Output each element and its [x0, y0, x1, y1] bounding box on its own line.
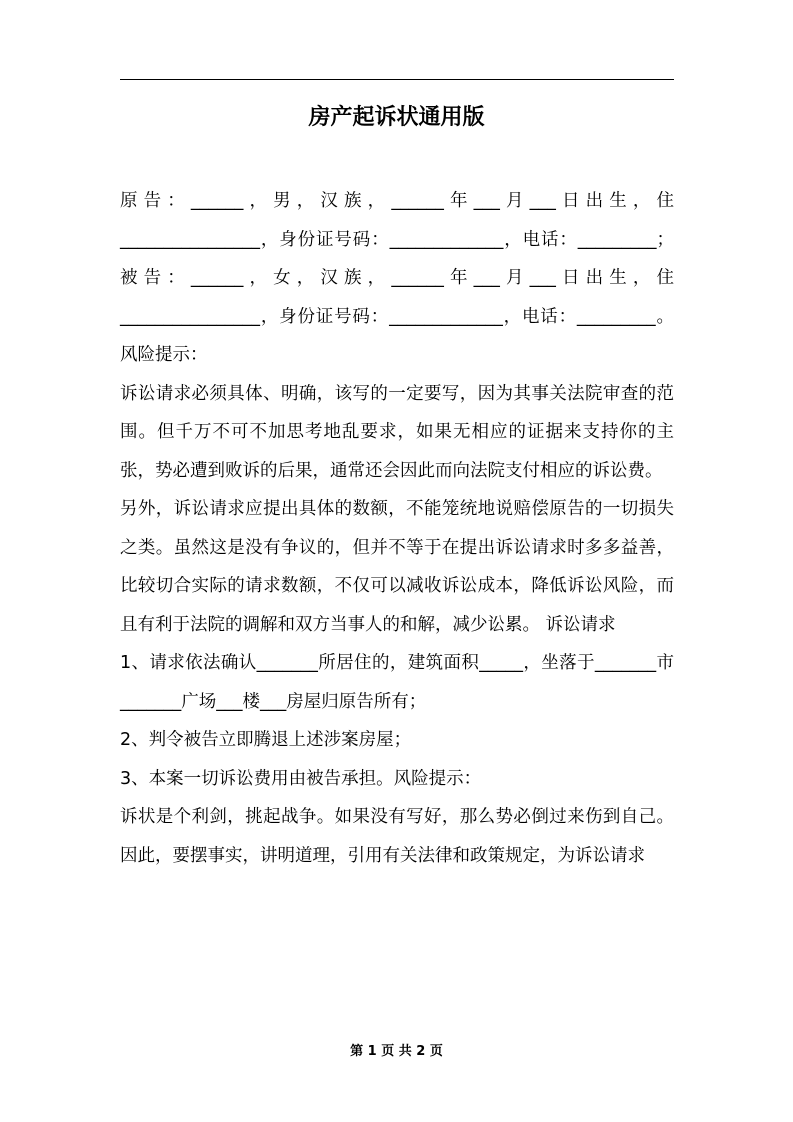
- claim-item-3: 3、本案一切诉讼费用由被告承担。风险提示：: [120, 768, 482, 789]
- paragraph-parties: 原告：______，男，汉族，______年___月___日出生，住________________，身份证号码：_____________，电话：_________；被告：______，女，汉族，______年___月___日出生，住________________，身份证号码：_____________，电话：_________。风险提示：: [120, 191, 674, 365]
- header-rule: [120, 79, 674, 80]
- paragraph-claim-amount: 另外，诉讼请求应提出具体的数额，不能笼统地说赔偿原告的一切损失之类。虽然这是没有争议的，但并不等于在提出诉讼请求时多多益善，比较切合实际的请求数额，不仅可以减收诉讼成本，降低诉讼风险，而且有利于法院的调解和双方当事人的和解，减少讼累。 诉讼请求: [120, 499, 674, 635]
- page-number: 第 1 页 共 2 页: [350, 1044, 443, 1059]
- paragraph-claim-scope: 诉讼请求必须具体、明确，该写的一定要写，因为其事关法院审查的范围。但千万不可不加思考地乱要求，如果无相应的证据来支持你的主张，势必遭到败诉的后果，通常还会因此而向法院支付相应的诉讼费。: [120, 383, 674, 481]
- claim-item-2: 2、判令被告立即腾退上述涉案房屋；: [120, 730, 412, 750]
- document-title: 房产起诉状通用版: [308, 105, 485, 130]
- document-body: [120, 182, 674, 875]
- paragraph-complaint-advice: 诉状是个利剑，挑起战争。如果没有写好，那么势必倒过来伤到自己。因此，要摆事实，讲明道理，引用有关法律和政策规定，为诉讼请求: [120, 807, 674, 866]
- claim-item-1: 1、请求依法确认_______所居住的，建筑面积_____，坐落于_______市_______广场___楼___房屋归原告所有；: [120, 653, 674, 712]
